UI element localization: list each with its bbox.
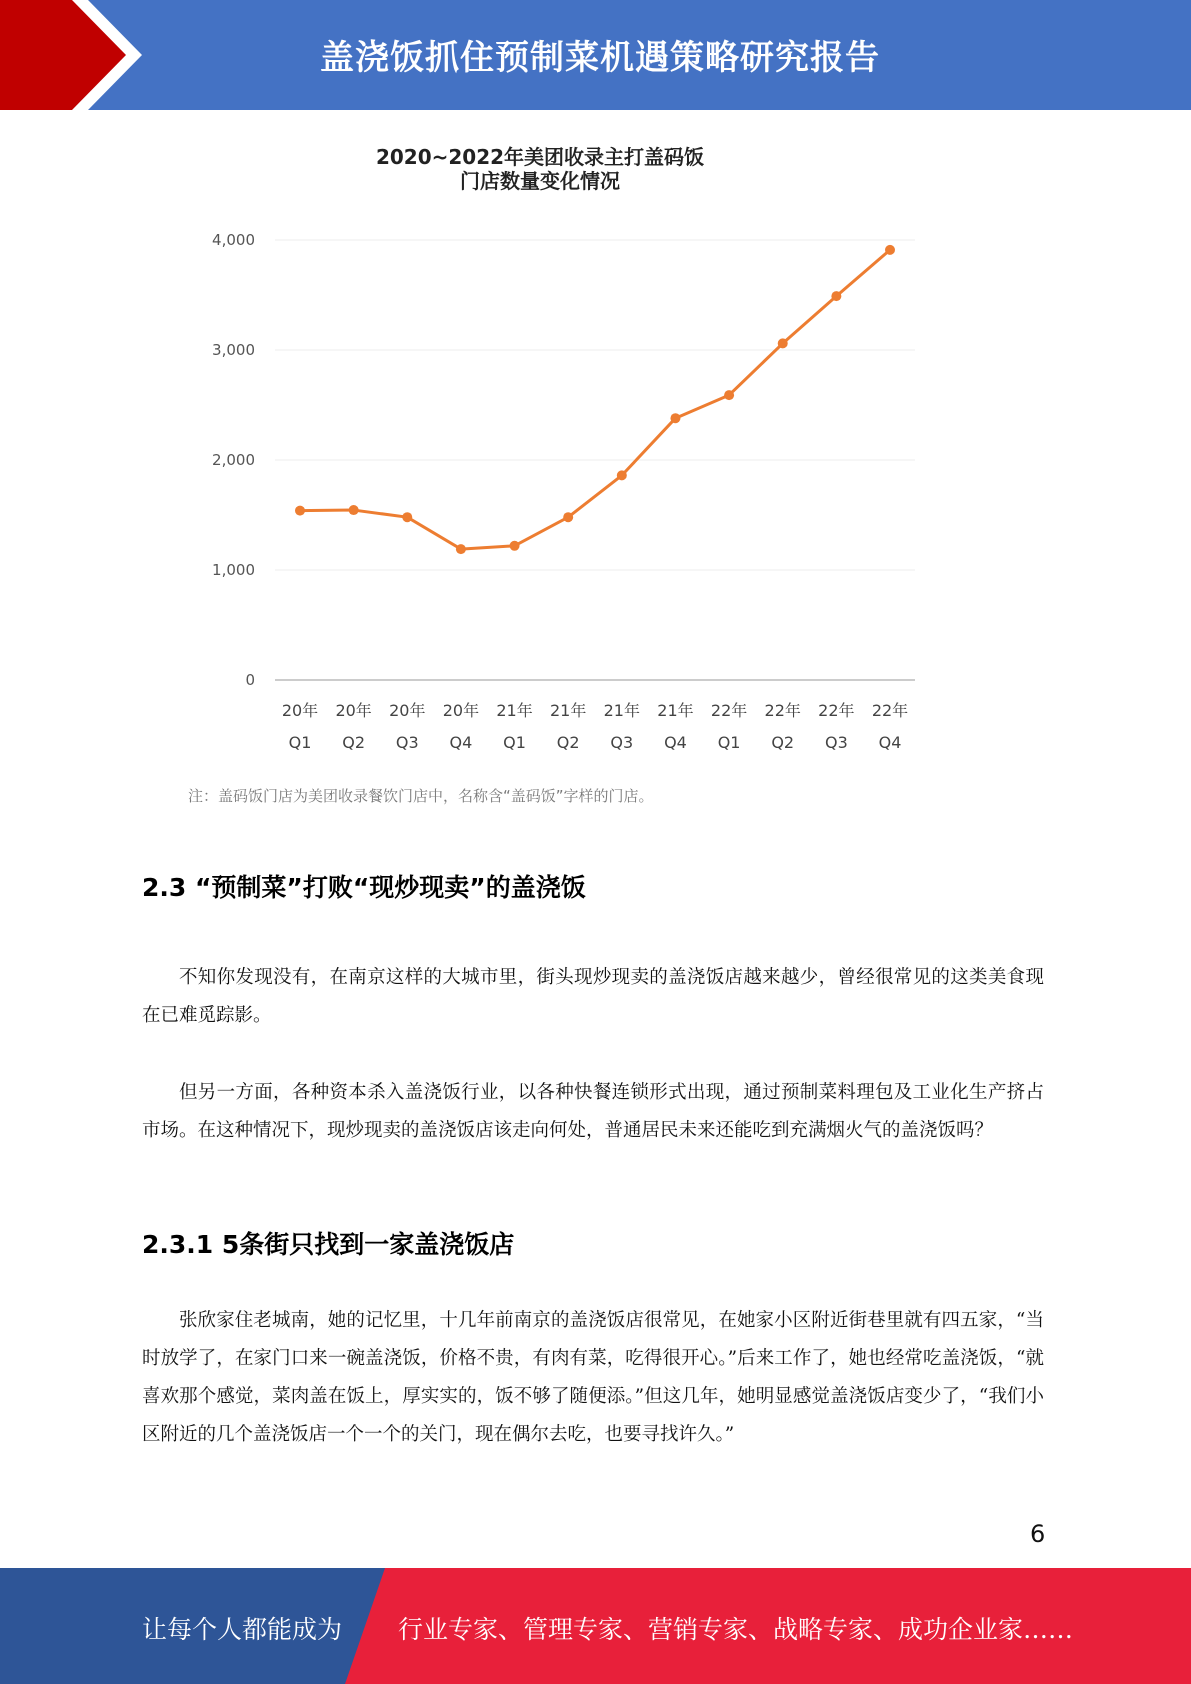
x-tick-label-year: 20年 [281, 701, 319, 720]
paragraph-3: 张欣家住老城南，她的记忆里，十几年前南京的盖浇饭店很常见，在她家小区附近街巷里就有四五家，“当时放学了，在家门口来一碗盖浇饭，价格不贵，有肉有菜，吃得很开心。”后来工作了，她也经常吃盖浇饭，“就喜欢那个感觉，菜肉盖在饭上，厚实实的，饭不够了随便添。”但这几年，她明显感觉盖浇饭店变少了，“我们小区附近的几个盖浇饭店一个一个的关门，现在偶尔去吃，也要寻找许久。” [142, 1310, 1044, 1445]
report-title: 盖浇饭抓住预制菜机遇策略研究报告 [320, 38, 880, 78]
data-point [617, 470, 627, 480]
series-line [300, 250, 890, 549]
paragraph-2-block [142, 1074, 1044, 1150]
chart-title [370, 145, 710, 193]
y-tick-label: 3,000 [212, 341, 255, 359]
x-tick-label-quarter: Q4 [878, 733, 902, 752]
x-tick-label-quarter: Q4 [449, 733, 473, 752]
x-tick-label-quarter: Q1 [288, 733, 312, 752]
store-count-chart [180, 135, 940, 815]
chart-title-line-1: 2020~2022年美团收录主打盖码饭 [375, 145, 705, 169]
x-tick-label-year: 20年 [442, 701, 480, 720]
y-tick-label: 2,000 [212, 451, 255, 469]
data-point [778, 338, 788, 348]
data-point [402, 512, 412, 522]
data-point [349, 505, 359, 515]
data-point [295, 506, 305, 516]
data-point [456, 544, 466, 554]
paragraph-1-block [142, 959, 1044, 1035]
x-tick-label-quarter: Q3 [395, 733, 419, 752]
x-tick-label-quarter: Q2 [342, 733, 366, 752]
header-arrow-decoration [0, 0, 150, 110]
x-tick-label-quarter: Q4 [664, 733, 687, 752]
x-tick-label-quarter: Q3 [610, 733, 634, 752]
x-tick-label-year: 22年 [871, 701, 909, 720]
x-tick-label-quarter: Q2 [556, 733, 580, 752]
data-point [724, 390, 734, 400]
data-point [510, 541, 520, 551]
x-tick-label-year: 21年 [657, 701, 694, 720]
x-tick-label-year: 21年 [549, 701, 587, 720]
data-point [885, 245, 895, 255]
footer-banner [0, 1568, 1191, 1684]
paragraph-1: 不知你发现没有，在南京这样的大城市里，街头现炒现卖的盖浇饭店越来越少，曾经很常见的这类美食现在已难觅踪影。 [142, 967, 1044, 1026]
footer-slogan-right: 行业专家、管理专家、营销专家、战略专家、成功企业家…… [398, 1615, 1074, 1644]
page-number: 6 [1030, 1520, 1046, 1548]
y-tick-label: 4,000 [212, 231, 255, 249]
section-heading-2-3-1: 2.3.1 5条街只找到一家盖浇饭店 [142, 1230, 515, 1259]
x-tick-label-year: 20年 [335, 701, 372, 720]
chart-note: 注：盖码饭门店为美团收录餐饮门店中，名称含“盖码饭”字样的门店。 [188, 787, 654, 805]
x-tick-label-quarter: Q1 [503, 733, 526, 752]
header-banner [0, 0, 1191, 110]
data-point [831, 291, 841, 301]
section-2-3-1 [142, 1225, 1044, 1261]
data-point [670, 413, 680, 423]
x-tick-label-quarter: Q1 [717, 733, 741, 752]
chart-title-line-2: 门店数量变化情况 [460, 169, 620, 193]
section-heading-2-3: 2.3 “预制菜”打败“现炒现卖”的盖浇饭 [142, 873, 586, 902]
data-point [563, 512, 573, 522]
x-tick-label-quarter: Q3 [824, 733, 848, 752]
x-tick-label-year: 20年 [389, 701, 426, 720]
y-tick-label: 1,000 [212, 561, 255, 579]
line-chart-svg [180, 135, 940, 775]
y-tick-label: 0 [245, 671, 255, 689]
x-tick-label-year: 22年 [818, 701, 855, 720]
paragraph-3-block [142, 1302, 1044, 1454]
footer-slogan-left: 让每个人都能成为 [142, 1615, 343, 1644]
section-2-3 [142, 868, 1044, 904]
x-tick-label-year: 22年 [710, 701, 748, 720]
x-tick-label-year: 21年 [603, 701, 641, 720]
x-tick-label-year: 22年 [764, 701, 801, 720]
paragraph-2: 但另一方面，各种资本杀入盖浇饭行业，以各种快餐连锁形式出现，通过预制菜料理包及工业化生产挤占市场。在这种情况下，现炒现卖的盖浇饭店该走向何处，普通居民未来还能吃到充满烟火气的盖浇饭吗？ [142, 1082, 1044, 1141]
x-tick-label-year: 21年 [496, 701, 533, 720]
x-tick-label-quarter: Q2 [771, 733, 795, 752]
